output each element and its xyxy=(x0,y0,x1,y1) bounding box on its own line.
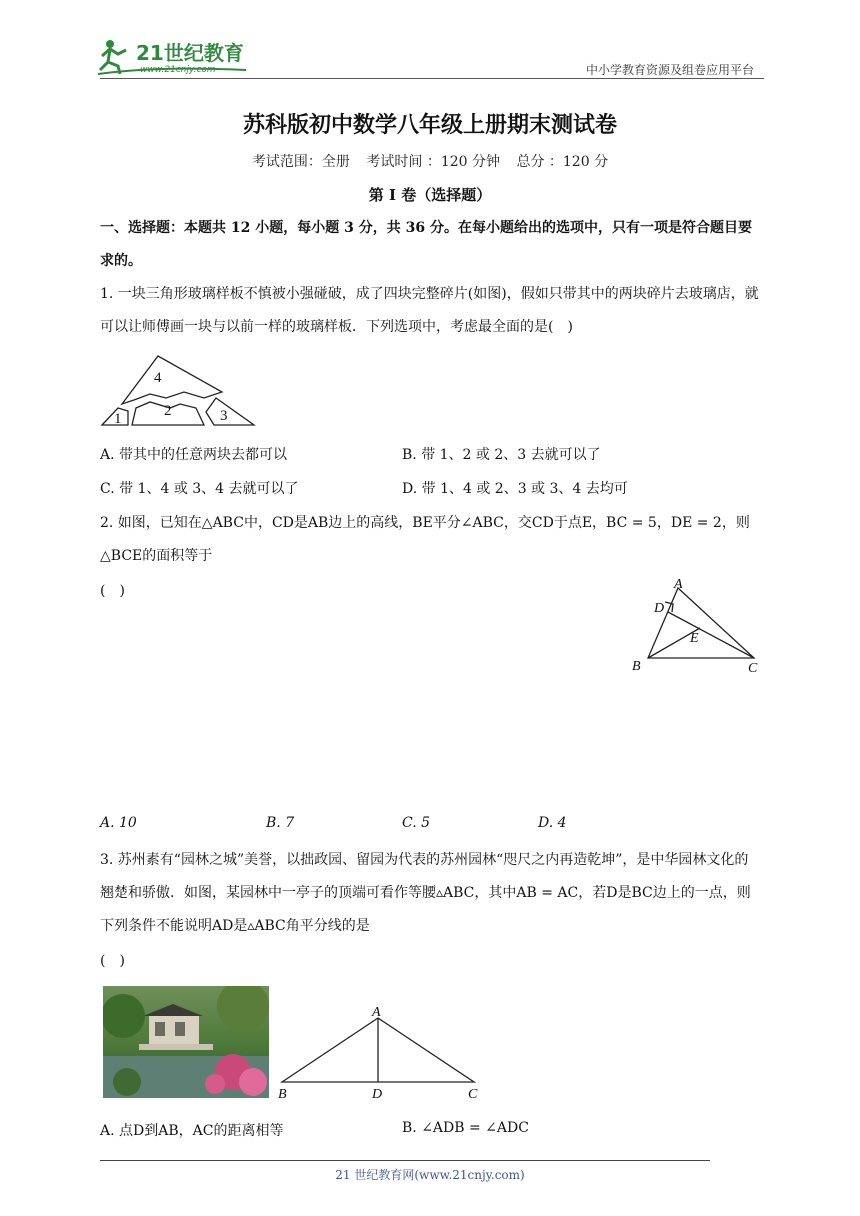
q3-triangle-figure xyxy=(272,1002,482,1102)
q3-option-a[interactable]: A. 点D到AB，AC的距离相等 xyxy=(100,1123,284,1139)
logo-text: 21世纪教育 xyxy=(136,41,244,65)
q1-piece-label: 2 xyxy=(164,403,172,419)
q1-glass-pieces-figure xyxy=(100,352,260,428)
q3-label-a: A xyxy=(372,1005,381,1020)
instructions: 一、选择题：本题共 12 小题，每小题 3 分，共 36 分。在每小题给出的选项中，只有一项是符合题目要求的。 xyxy=(100,220,752,269)
exam-info xyxy=(0,151,860,171)
q2-option-a[interactable]: A. 10 xyxy=(100,815,137,831)
exam-time: 考试时间 ：120 分钟 xyxy=(366,154,500,170)
page-title: 苏科版初中数学八年级上册期末测试卷 xyxy=(242,112,617,138)
q1-option-b[interactable]: B. 带 1、2 或 2、3 去就可以了 xyxy=(402,447,601,463)
question-2-text: 2. 如图，已知在△ABC中，CD是AB边上的高线，BE平分∠ABC，交CD于点E，BC = 5，DE = 2，则△BCE的面积等于 xyxy=(100,515,750,564)
exam-range: 考试范围：全册 xyxy=(251,154,350,170)
q3-label-c: C xyxy=(468,1087,478,1102)
q2-label-d: D xyxy=(654,601,665,616)
q1-option-d[interactable]: D. 带 1、4 或 2、3 或 3、4 去均可 xyxy=(402,481,628,497)
q2-paren: ( ) xyxy=(100,583,125,599)
logo xyxy=(96,36,256,78)
q2-triangle-figure xyxy=(628,574,764,674)
header-divider xyxy=(100,78,764,79)
q2-label-c: C xyxy=(748,661,758,674)
q1-piece-label: 3 xyxy=(220,408,228,424)
q2-option-c[interactable]: C. 5 xyxy=(402,815,431,831)
exam-score: 总分 ：120 分 xyxy=(516,154,609,170)
q1-piece-label: 1 xyxy=(114,411,122,427)
question-3-text: 3. 苏州素有“园林之城”美誉，以拙政园、留园为代表的苏州园林“咫尺之内再造乾坤”，是中华园林文化的翘楚和骄傲．如图，某园林中一亭子的顶端可看作等腰▵ABC，其中AB = AC，若D是BC边上的一点，则下列条件不能说明AD是▵ABC角平分线的是 xyxy=(100,852,751,934)
q3-option-b[interactable]: B. ∠ADB = ∠ADC xyxy=(402,1120,529,1136)
q2-option-d[interactable]: D. 4 xyxy=(538,815,567,831)
q1-piece-label: 4 xyxy=(154,370,162,386)
q2-label-a: A xyxy=(674,577,683,592)
q2-option-b[interactable]: B. 7 xyxy=(266,815,295,831)
q1-option-c[interactable]: C. 带 1、4 或 3、4 去就可以了 xyxy=(100,481,299,497)
q2-label-b: B xyxy=(632,659,641,674)
footer-link[interactable]: 21 世纪教育网(www.21cnjy.com) xyxy=(335,1168,525,1182)
q3-label-d: D xyxy=(372,1087,383,1102)
section-heading: 第 I 卷（选择题） xyxy=(368,186,492,204)
logo-url: www.21cnjy.com xyxy=(140,65,216,75)
q1-option-a[interactable]: A. 带其中的任意两块去都可以 xyxy=(100,447,288,463)
question-1-text: 1. 一块三角形玻璃样板不慎被小强碰破，成了四块完整碎片(如图)，假如只带其中的两块碎片去玻璃店，就可以让师傅画一块与以前一样的玻璃样板．下列选项中，考虑最全面的是( ) xyxy=(100,286,759,335)
logo-runner-icon xyxy=(96,36,256,78)
header-platform-text: 中小学教育资源及组卷应用平台 xyxy=(585,63,754,77)
footer-divider xyxy=(100,1160,710,1161)
q3-paren: ( ) xyxy=(100,953,125,969)
q3-label-b: B xyxy=(278,1087,287,1102)
q3-garden-photo xyxy=(103,986,269,1098)
q2-label-e: E xyxy=(690,631,699,646)
